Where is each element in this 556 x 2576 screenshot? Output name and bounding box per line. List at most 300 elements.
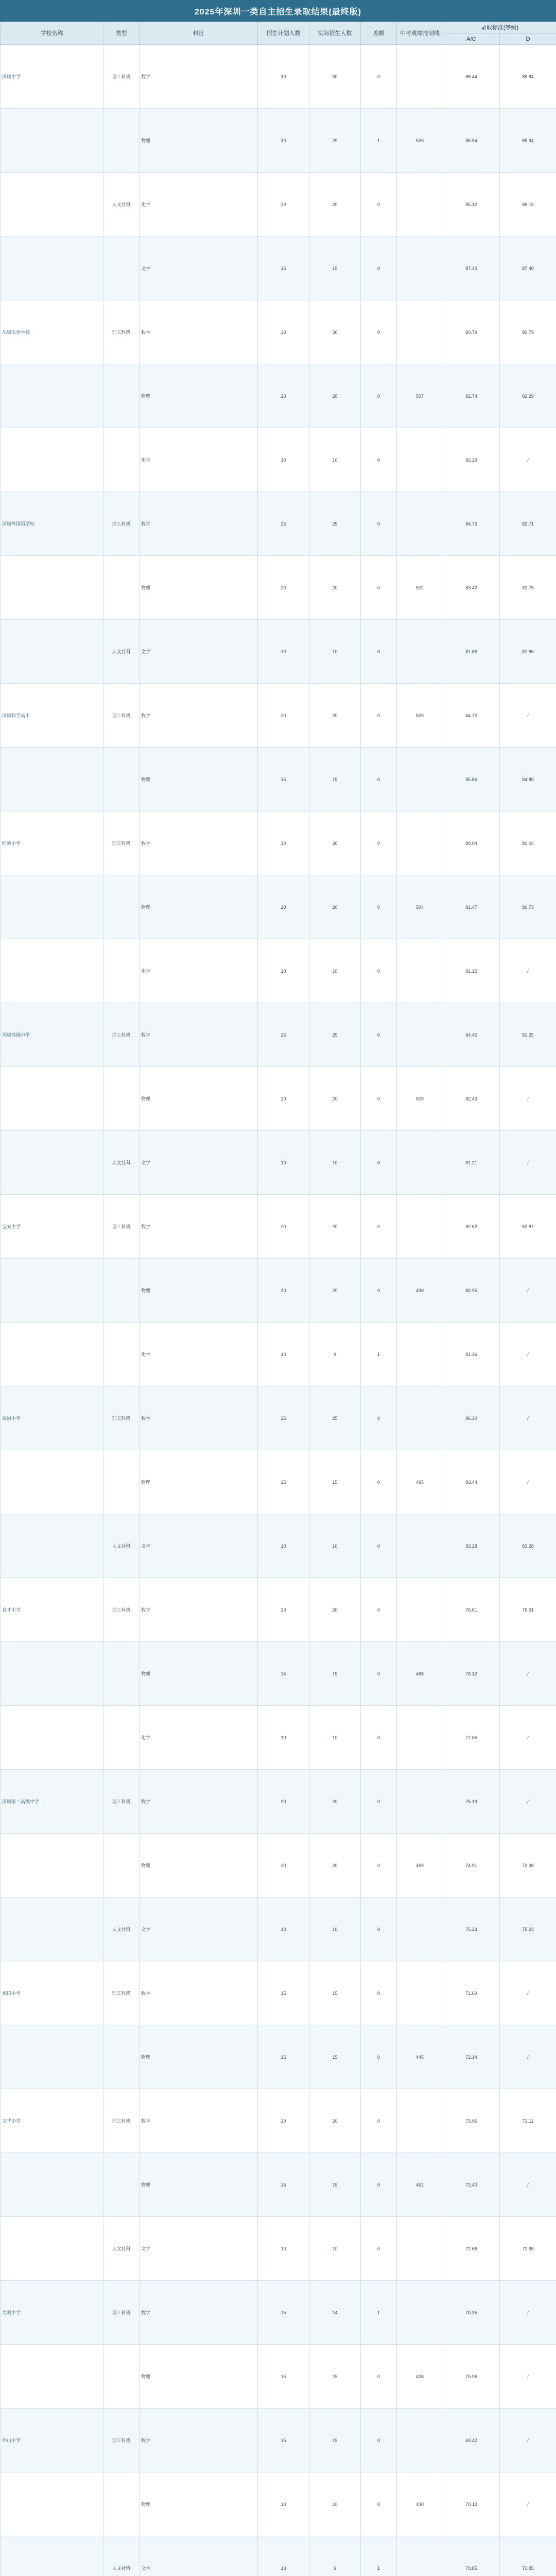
cell-line bbox=[397, 173, 443, 236]
cell-school: 光明中学 bbox=[1, 2281, 103, 2345]
cell-actual: 20 bbox=[309, 173, 361, 236]
cell-ac: 70.12 bbox=[443, 2472, 500, 2536]
cell-actual: 20 bbox=[309, 1770, 361, 1834]
cell-plan: 15 bbox=[258, 2153, 309, 2217]
cell-track bbox=[103, 428, 140, 492]
cell-school bbox=[1, 556, 103, 620]
cell-fill: 0 bbox=[361, 1067, 397, 1131]
cell-track bbox=[103, 748, 140, 811]
cell-actual: 10 bbox=[309, 1514, 361, 1578]
cell-subject: 物理 bbox=[140, 1067, 258, 1131]
cell-subject: 物理 bbox=[140, 2025, 258, 2089]
cell-d: / bbox=[500, 1131, 556, 1195]
cell-school bbox=[1, 1259, 103, 1323]
cell-subject: 物理 bbox=[140, 1450, 258, 1514]
cell-actual: 10 bbox=[309, 620, 361, 684]
cell-ac: 75.23 bbox=[443, 1897, 500, 1961]
cell-subject: 数学 bbox=[140, 2089, 258, 2153]
cell-ac: 78.12 bbox=[443, 1642, 500, 1706]
cell-plan: 15 bbox=[258, 2409, 309, 2472]
cell-d: / bbox=[500, 1961, 556, 2025]
cell-actual: 15 bbox=[309, 236, 361, 300]
table-row bbox=[1, 1642, 556, 1706]
cell-school: 宝安中学 bbox=[1, 1195, 103, 1259]
cell-ac: 84.45 bbox=[443, 1003, 500, 1067]
cell-fill: 0 bbox=[361, 1131, 397, 1195]
cell-d: / bbox=[500, 1259, 556, 1323]
table-row bbox=[1, 811, 556, 875]
cell-line bbox=[397, 2281, 443, 2345]
table-row bbox=[1, 109, 556, 173]
cell-plan: 20 bbox=[258, 1195, 309, 1259]
cell-d: / bbox=[500, 939, 556, 1003]
cell-plan: 30 bbox=[258, 811, 309, 875]
cell-school: 育才中学 bbox=[1, 1578, 103, 1642]
table-row bbox=[1, 1706, 556, 1770]
cell-plan: 20 bbox=[258, 364, 309, 428]
cell-actual: 10 bbox=[309, 1897, 361, 1961]
table-body bbox=[1, 45, 556, 2576]
cell-track bbox=[103, 236, 140, 300]
cell-d: 70.85 bbox=[500, 2536, 556, 2576]
cell-line: 520 bbox=[397, 684, 443, 748]
cell-fill: 0 bbox=[361, 2089, 397, 2153]
cell-track bbox=[103, 939, 140, 1003]
cell-line bbox=[397, 620, 443, 684]
cell-subject: 数学 bbox=[140, 1195, 258, 1259]
cell-fill: 0 bbox=[361, 173, 397, 236]
cell-plan: 30 bbox=[258, 109, 309, 173]
cell-track bbox=[103, 2345, 140, 2409]
cell-actual: 20 bbox=[309, 875, 361, 939]
cell-ac: 85.94 bbox=[443, 109, 500, 173]
cell-actual: 25 bbox=[309, 1386, 361, 1450]
cell-d: 72.11 bbox=[500, 2089, 556, 2153]
cell-track: 理工科班 bbox=[103, 2089, 140, 2153]
cell-ac: 73.06 bbox=[443, 2089, 500, 2153]
cell-track bbox=[103, 1834, 140, 1897]
cell-line bbox=[397, 1003, 443, 1067]
cell-fill: 0 bbox=[361, 364, 397, 428]
cell-fill: 0 bbox=[361, 1961, 397, 2025]
col-line: 中考成绩控制线 bbox=[397, 22, 443, 45]
cell-track: 人文社科 bbox=[103, 1131, 140, 1195]
cell-plan: 10 bbox=[258, 428, 309, 492]
cell-ac: 82.95 bbox=[443, 1259, 500, 1323]
cell-track bbox=[103, 2025, 140, 2089]
cell-actual: 20 bbox=[309, 1259, 361, 1323]
cell-ac: 82.62 bbox=[443, 1195, 500, 1259]
cell-track: 人文社科 bbox=[103, 1514, 140, 1578]
cell-school bbox=[1, 875, 103, 939]
cell-school bbox=[1, 2472, 103, 2536]
cell-line bbox=[397, 1706, 443, 1770]
cell-d: 76.61 bbox=[500, 1578, 556, 1642]
cell-plan: 15 bbox=[258, 2025, 309, 2089]
cell-plan: 20 bbox=[258, 173, 309, 236]
cell-track bbox=[103, 875, 140, 939]
table-row bbox=[1, 2345, 556, 2409]
cell-ac: 81.12 bbox=[443, 939, 500, 1003]
cell-subject: 物理 bbox=[140, 109, 258, 173]
cell-subject: 文学 bbox=[140, 2217, 258, 2281]
cell-subject: 文学 bbox=[140, 236, 258, 300]
cell-ac: 80.04 bbox=[443, 811, 500, 875]
table-row bbox=[1, 300, 556, 364]
cell-line bbox=[397, 2536, 443, 2576]
table-row bbox=[1, 1259, 556, 1323]
cell-plan: 15 bbox=[258, 2345, 309, 2409]
cell-d: 81.86 bbox=[500, 620, 556, 684]
cell-track: 理工科班 bbox=[103, 1961, 140, 2025]
cell-ac: 72.14 bbox=[443, 2025, 500, 2089]
cell-ac: 74.91 bbox=[443, 1834, 500, 1897]
cell-line bbox=[397, 300, 443, 364]
cell-track bbox=[103, 1067, 140, 1131]
cell-subject: 数学 bbox=[140, 2409, 258, 2472]
cell-ac: 83.28 bbox=[443, 1514, 500, 1578]
cell-school bbox=[1, 2345, 103, 2409]
cell-plan: 10 bbox=[258, 620, 309, 684]
cell-plan: 15 bbox=[258, 1961, 309, 2025]
cell-actual: 15 bbox=[309, 2153, 361, 2217]
cell-line bbox=[397, 2217, 443, 2281]
col-d: D bbox=[500, 33, 556, 45]
cell-school bbox=[1, 2025, 103, 2089]
cell-fill: 0 bbox=[361, 684, 397, 748]
cell-plan: 20 bbox=[258, 2089, 309, 2153]
cell-plan: 30 bbox=[258, 45, 309, 109]
cell-line: 490 bbox=[397, 1259, 443, 1323]
cell-subject: 文学 bbox=[140, 2536, 258, 2576]
cell-school bbox=[1, 1131, 103, 1195]
cell-school bbox=[1, 2153, 103, 2217]
table-row bbox=[1, 939, 556, 1003]
table-row bbox=[1, 1323, 556, 1386]
cell-d: / bbox=[500, 1067, 556, 1131]
cell-subject: 文学 bbox=[140, 1514, 258, 1578]
cell-d: 84.80 bbox=[500, 748, 556, 811]
cell-actual: 15 bbox=[309, 2409, 361, 2472]
table-row bbox=[1, 1834, 556, 1897]
cell-ac: 83.44 bbox=[443, 1450, 500, 1514]
col-ac: A/C bbox=[443, 33, 500, 45]
cell-subject: 数学 bbox=[140, 300, 258, 364]
cell-plan: 15 bbox=[258, 236, 309, 300]
table-row bbox=[1, 1897, 556, 1961]
cell-track bbox=[103, 109, 140, 173]
cell-ac: 70.85 bbox=[443, 2536, 500, 2576]
cell-subject: 物理 bbox=[140, 2153, 258, 2217]
cell-line bbox=[397, 1578, 443, 1642]
cell-plan: 25 bbox=[258, 1386, 309, 1450]
cell-ac: 81.47 bbox=[443, 875, 500, 939]
cell-school: 深圳科学高中 bbox=[1, 684, 103, 748]
cell-line bbox=[397, 1770, 443, 1834]
cell-fill: 0 bbox=[361, 1706, 397, 1770]
cell-line bbox=[397, 1323, 443, 1386]
cell-line bbox=[397, 2409, 443, 2472]
cell-school bbox=[1, 1897, 103, 1961]
table-row bbox=[1, 1195, 556, 1259]
cell-actual: 9 bbox=[309, 2536, 361, 2576]
table-row bbox=[1, 45, 556, 109]
table-row bbox=[1, 2153, 556, 2217]
cell-track: 理工科班 bbox=[103, 300, 140, 364]
cell-fill: 0 bbox=[361, 1386, 397, 1450]
cell-track: 人文社科 bbox=[103, 2217, 140, 2281]
cell-plan: 10 bbox=[258, 2472, 309, 2536]
cell-subject: 物理 bbox=[140, 2345, 258, 2409]
cell-line: 452 bbox=[397, 2153, 443, 2217]
cell-school: 深圳外国语学校 bbox=[1, 492, 103, 556]
cell-line: 520 bbox=[397, 109, 443, 173]
cell-fill: 1 bbox=[361, 2281, 397, 2345]
cell-d: / bbox=[500, 2281, 556, 2345]
cell-subject: 文学 bbox=[140, 1131, 258, 1195]
cell-school bbox=[1, 1514, 103, 1578]
col-school: 学校名称 bbox=[1, 22, 103, 45]
col-track: 类型 bbox=[103, 22, 140, 45]
cell-school bbox=[1, 109, 103, 173]
cell-line: 504 bbox=[397, 875, 443, 939]
cell-subject: 化学 bbox=[140, 939, 258, 1003]
cell-fill: 0 bbox=[361, 748, 397, 811]
cell-track: 理工科班 bbox=[103, 1195, 140, 1259]
cell-ac: 86.30 bbox=[443, 1386, 500, 1450]
cell-fill: 0 bbox=[361, 1897, 397, 1961]
cell-line bbox=[397, 1897, 443, 1961]
cell-track bbox=[103, 1642, 140, 1706]
cell-plan: 20 bbox=[258, 1578, 309, 1642]
cell-line bbox=[397, 939, 443, 1003]
cell-school: 红岭中学 bbox=[1, 811, 103, 875]
cell-line: 488 bbox=[397, 1642, 443, 1706]
cell-actual: 30 bbox=[309, 45, 361, 109]
cell-ac: 73.40 bbox=[443, 2153, 500, 2217]
cell-d: / bbox=[500, 1450, 556, 1514]
cell-subject: 化学 bbox=[140, 428, 258, 492]
cell-line bbox=[397, 1386, 443, 1450]
cell-track: 理工科班 bbox=[103, 2281, 140, 2345]
cell-track: 理工科班 bbox=[103, 45, 140, 109]
cell-fill: 0 bbox=[361, 1450, 397, 1514]
cell-d: 87.40 bbox=[500, 236, 556, 300]
cell-line: 445 bbox=[397, 2025, 443, 2089]
cell-plan: 15 bbox=[258, 1642, 309, 1706]
cell-d: / bbox=[500, 2153, 556, 2217]
table-row bbox=[1, 2025, 556, 2089]
cell-plan: 20 bbox=[258, 1067, 309, 1131]
cell-school: 龙华中学 bbox=[1, 2089, 103, 2153]
cell-school: 福田中学 bbox=[1, 1961, 103, 2025]
cell-actual: 20 bbox=[309, 364, 361, 428]
col-plan: 招生计划人数 bbox=[258, 22, 309, 45]
table-row bbox=[1, 492, 556, 556]
cell-ac: 82.43 bbox=[443, 1067, 500, 1131]
cell-line bbox=[397, 811, 443, 875]
cell-school: 深圳实验学校 bbox=[1, 300, 103, 364]
cell-track: 人文社科 bbox=[103, 173, 140, 236]
cell-d: 80.79 bbox=[500, 300, 556, 364]
cell-school bbox=[1, 173, 103, 236]
cell-subject: 数学 bbox=[140, 2281, 258, 2345]
cell-track: 理工科班 bbox=[103, 1578, 140, 1642]
cell-d: 82.71 bbox=[500, 492, 556, 556]
cell-actual: 20 bbox=[309, 556, 361, 620]
cell-subject: 物理 bbox=[140, 556, 258, 620]
cell-line bbox=[397, 1195, 443, 1259]
cell-d: 80.73 bbox=[500, 875, 556, 939]
cell-subject: 物理 bbox=[140, 2472, 258, 2536]
cell-fill: 0 bbox=[361, 1834, 397, 1897]
cell-ac: 85.12 bbox=[443, 173, 500, 236]
cell-school bbox=[1, 2536, 103, 2576]
cell-plan: 10 bbox=[258, 2217, 309, 2281]
cell-track: 人文社科 bbox=[103, 1897, 140, 1961]
cell-subject: 物理 bbox=[140, 364, 258, 428]
cell-track: 理工科班 bbox=[103, 2409, 140, 2472]
cell-subject: 化学 bbox=[140, 1706, 258, 1770]
cell-subject: 数学 bbox=[140, 1578, 258, 1642]
table-row bbox=[1, 748, 556, 811]
cell-subject: 文学 bbox=[140, 1897, 258, 1961]
cell-ac: 76.61 bbox=[443, 1578, 500, 1642]
cell-fill: 0 bbox=[361, 1642, 397, 1706]
cell-d: / bbox=[500, 1770, 556, 1834]
table-row bbox=[1, 2536, 556, 2576]
cell-actual: 25 bbox=[309, 492, 361, 556]
cell-ac: 81.86 bbox=[443, 620, 500, 684]
cell-fill: 0 bbox=[361, 875, 397, 939]
cell-d: / bbox=[500, 2472, 556, 2536]
cell-school: 深圳第二高级中学 bbox=[1, 1770, 103, 1834]
cell-school bbox=[1, 1067, 103, 1131]
cell-subject: 数学 bbox=[140, 811, 258, 875]
cell-actual: 20 bbox=[309, 684, 361, 748]
cell-d: / bbox=[500, 2409, 556, 2472]
cell-actual: 10 bbox=[309, 1706, 361, 1770]
cell-school bbox=[1, 236, 103, 300]
cell-actual: 30 bbox=[309, 300, 361, 364]
table-row bbox=[1, 1961, 556, 2025]
cell-ac: 81.36 bbox=[443, 1323, 500, 1386]
cell-school bbox=[1, 939, 103, 1003]
cell-fill: 0 bbox=[361, 45, 397, 109]
cell-ac: 87.40 bbox=[443, 236, 500, 300]
cell-track bbox=[103, 364, 140, 428]
cell-plan: 25 bbox=[258, 1003, 309, 1067]
table-row bbox=[1, 1514, 556, 1578]
cell-d: / bbox=[500, 1386, 556, 1450]
table-row bbox=[1, 1003, 556, 1067]
cell-school bbox=[1, 1834, 103, 1897]
cell-d: 82.29 bbox=[500, 364, 556, 428]
cell-fill: 0 bbox=[361, 1578, 397, 1642]
table-row bbox=[1, 364, 556, 428]
table-row bbox=[1, 620, 556, 684]
cell-plan: 15 bbox=[258, 2281, 309, 2345]
cell-line bbox=[397, 1131, 443, 1195]
cell-track: 理工科班 bbox=[103, 1770, 140, 1834]
table-row bbox=[1, 875, 556, 939]
cell-plan: 20 bbox=[258, 556, 309, 620]
cell-d: 82.87 bbox=[500, 1195, 556, 1259]
table-row bbox=[1, 173, 556, 236]
cell-d: / bbox=[500, 684, 556, 748]
cell-fill: 0 bbox=[361, 428, 397, 492]
cell-ac: 86.44 bbox=[443, 45, 500, 109]
cell-line bbox=[397, 748, 443, 811]
cell-school bbox=[1, 748, 103, 811]
cell-track: 理工科班 bbox=[103, 1386, 140, 1450]
cell-ac: 84.72 bbox=[443, 684, 500, 748]
cell-plan: 10 bbox=[258, 939, 309, 1003]
cell-d: 85.84 bbox=[500, 45, 556, 109]
cell-plan: 20 bbox=[258, 1259, 309, 1323]
cell-d: / bbox=[500, 2025, 556, 2089]
cell-actual: 15 bbox=[309, 2345, 361, 2409]
cell-fill: 0 bbox=[361, 2217, 397, 2281]
cell-school bbox=[1, 1642, 103, 1706]
cell-actual: 25 bbox=[309, 1003, 361, 1067]
cell-subject: 数学 bbox=[140, 45, 258, 109]
cell-track: 理工科班 bbox=[103, 811, 140, 875]
cell-ac: 85.86 bbox=[443, 748, 500, 811]
cell-track bbox=[103, 2153, 140, 2217]
cell-fill: 0 bbox=[361, 620, 397, 684]
cell-actual: 15 bbox=[309, 1642, 361, 1706]
cell-ac: 70.96 bbox=[443, 2345, 500, 2409]
cell-school bbox=[1, 1706, 103, 1770]
cell-school: 深圳高级中学 bbox=[1, 1003, 103, 1067]
cell-d: 72.38 bbox=[500, 1834, 556, 1897]
cell-line: 509 bbox=[397, 1067, 443, 1131]
cell-actual: 20 bbox=[309, 1834, 361, 1897]
cell-d: / bbox=[500, 428, 556, 492]
cell-fill: 0 bbox=[361, 1195, 397, 1259]
cell-actual: 30 bbox=[309, 811, 361, 875]
cell-d: / bbox=[500, 2345, 556, 2409]
cell-subject: 物理 bbox=[140, 1834, 258, 1897]
cell-plan: 10 bbox=[258, 1514, 309, 1578]
cell-ac: 82.74 bbox=[443, 364, 500, 428]
cell-d: 80.04 bbox=[500, 811, 556, 875]
cell-fill: 0 bbox=[361, 556, 397, 620]
cell-ac: 70.35 bbox=[443, 2281, 500, 2345]
cell-ac: 82.29 bbox=[443, 428, 500, 492]
cell-fill: 0 bbox=[361, 2025, 397, 2089]
cell-actual: 14 bbox=[309, 2281, 361, 2345]
cell-track: 理工科班 bbox=[103, 684, 140, 748]
cell-d: / bbox=[500, 1706, 556, 1770]
table-row bbox=[1, 428, 556, 492]
cell-track bbox=[103, 1706, 140, 1770]
cell-actual: 15 bbox=[309, 2025, 361, 2089]
admissions-table bbox=[0, 22, 556, 2576]
cell-subject: 数学 bbox=[140, 1386, 258, 1450]
table-row bbox=[1, 1386, 556, 1450]
cell-subject: 物理 bbox=[140, 748, 258, 811]
cell-line bbox=[397, 236, 443, 300]
cell-subject: 数学 bbox=[140, 1961, 258, 2025]
cell-actual: 29 bbox=[309, 109, 361, 173]
cell-actual: 20 bbox=[309, 1578, 361, 1642]
cell-ac: 77.05 bbox=[443, 1706, 500, 1770]
cell-actual: 20 bbox=[309, 1195, 361, 1259]
cell-subject: 文学 bbox=[140, 620, 258, 684]
cell-ac: 83.42 bbox=[443, 556, 500, 620]
